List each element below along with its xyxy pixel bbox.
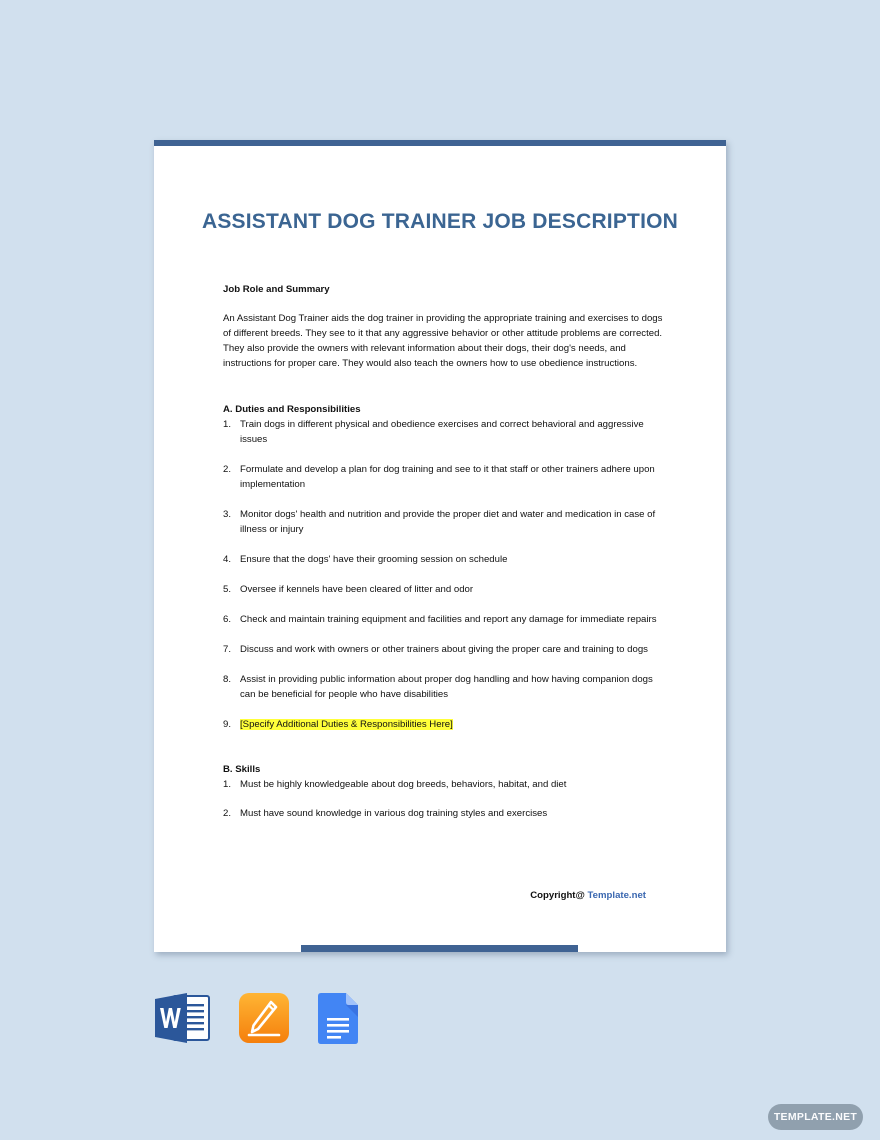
- duty-number: 6.: [223, 614, 232, 625]
- template-net-watermark: TEMPLATE.NET: [768, 1104, 863, 1130]
- document-content: [223, 282, 663, 821]
- duty-text: Discuss and work with owners or other trainers about giving the proper care and training to dogs: [240, 644, 648, 655]
- duty-placeholder-text: [Specify Additional Duties & Responsibilities Here]: [240, 719, 453, 730]
- duties-list: [223, 417, 663, 732]
- duty-text: Assist in providing public information about proper dog handling and how having companion dogs can be beneficial for people who have disabilities: [240, 674, 653, 700]
- copyright-label: Copyright@: [530, 890, 585, 901]
- microsoft-word-icon[interactable]: [155, 993, 211, 1043]
- duty-item: [223, 462, 663, 492]
- duty-number: 9.: [223, 719, 232, 730]
- skills-list: [223, 777, 663, 821]
- duty-item: [223, 582, 663, 597]
- duty-item: [223, 507, 663, 537]
- duty-item: [223, 417, 663, 447]
- duty-text: Oversee if kennels have been cleared of litter and odor: [240, 584, 474, 595]
- apple-pages-icon[interactable]: [239, 993, 289, 1043]
- duty-number: 1.: [223, 419, 232, 430]
- duty-item: [223, 612, 663, 627]
- duty-number: 4.: [223, 554, 232, 565]
- duty-item: [223, 642, 663, 657]
- skill-text: Must be highly knowledgeable about dog breeds, behaviors, habitat, and diet: [240, 779, 567, 790]
- copyright-link[interactable]: Template.net: [587, 890, 646, 901]
- duty-number: 2.: [223, 464, 232, 475]
- duty-item: [223, 552, 663, 567]
- duty-text: Formulate and develop a plan for dog training and see to it that staff or other trainers adhere upon implementation: [240, 464, 655, 490]
- skill-number: 2.: [223, 808, 232, 819]
- google-docs-icon[interactable]: [318, 993, 358, 1044]
- document-bottom-bar: [301, 945, 578, 952]
- document-title: ASSISTANT DOG TRAINER JOB DESCRIPTION: [201, 210, 679, 233]
- duties-heading: A. Duties and Responsibilities: [223, 404, 361, 415]
- skill-number: 1.: [223, 779, 232, 790]
- duty-number: 7.: [223, 644, 232, 655]
- summary-heading: Job Role and Summary: [223, 284, 330, 295]
- duty-text: Ensure that the dogs' have their grooming session on schedule: [240, 554, 508, 565]
- duty-number: 8.: [223, 674, 232, 685]
- duty-item: [223, 672, 663, 702]
- skills-heading: B. Skills: [223, 764, 261, 775]
- skill-item: [223, 777, 663, 792]
- duty-text: Train dogs in different physical and obedience exercises and correct behavioral and aggressive issues: [240, 419, 644, 445]
- skill-item: [223, 806, 663, 821]
- copyright-line: [530, 890, 646, 901]
- duty-text: Monitor dogs' health and nutrition and provide the proper diet and water and medication in case of illness or injury: [240, 509, 656, 535]
- document-page: [154, 140, 726, 952]
- skill-text: Must have sound knowledge in various dog training styles and exercises: [240, 808, 548, 819]
- summary-text: An Assistant Dog Trainer aids the dog trainer in providing the appropriate training and exercises to dogs of different breeds. They see to it that any aggressive behavior or other attitude problems are corrected. They also provide the owners with relevant information about their dogs, their dog's needs, and instructions for proper care. They would also teach the owners how to use obedience instructions.: [223, 313, 663, 369]
- duty-item: [223, 717, 663, 732]
- document-top-bar: [154, 140, 726, 146]
- duty-number: 5.: [223, 584, 232, 595]
- duty-number: 3.: [223, 509, 232, 520]
- duty-text: Check and maintain training equipment and facilities and report any damage for immediate repairs: [240, 614, 657, 625]
